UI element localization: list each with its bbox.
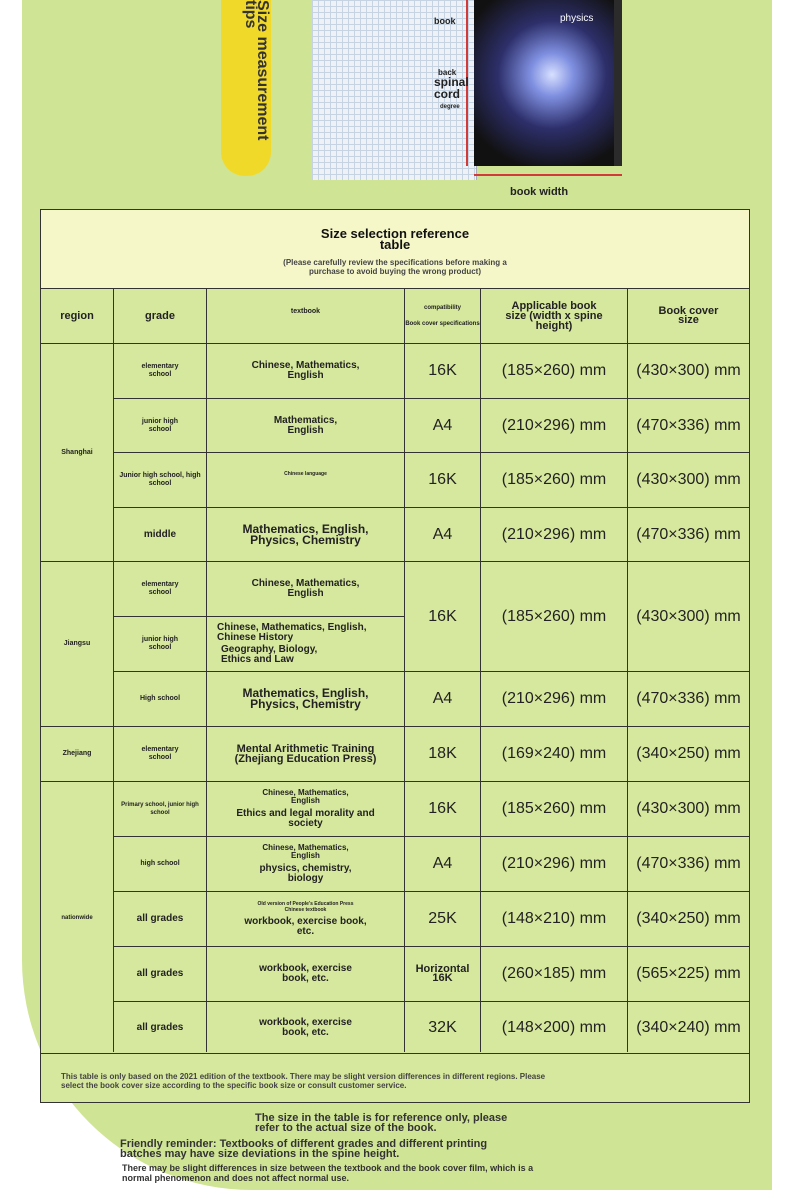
spec-cell: A4 (432, 690, 453, 707)
book-size-cell: (185×260) mm (501, 800, 607, 817)
cover-size-cell: (430×300) mm (636, 471, 741, 488)
label-physics: physics (560, 13, 594, 24)
table-footnote: This table is only based on the 2021 edition of the textbook. There may be slight version differences in different regions. Please select the book cover size according to the specific book size or consult customer service. (61, 1072, 546, 1090)
cover-size-cell: (340×250) mm (636, 910, 741, 927)
grade-cell: high school (140, 860, 180, 867)
textbook-cell: Chinese, Mathematics, English physics, chemistry, biology (259, 843, 352, 884)
book-size-cell: (185×260) mm (501, 362, 607, 379)
book-size-cell: (210×296) mm (501, 690, 607, 707)
book-size-cell: (210×296) mm (501, 855, 607, 872)
col-header-region: region (60, 309, 94, 322)
textbook-cell: Mental Arithmetic Training (Zhejiang Education Press) (234, 743, 377, 765)
grade-cell: all grades (136, 968, 184, 979)
note-slight-differences: There may be slight differences in size between the textbook and the book cover film, which is a normal phenomenon and does not affect normal use. (122, 1163, 534, 1183)
note-reference-only: The size in the table is for reference only, please refer to the actual size of the book. (255, 1112, 508, 1134)
label-spinal-cord: spinal cord (434, 75, 469, 101)
textbook-cell: Chinese, Mathematics, English (251, 360, 360, 381)
col-header-textbook: textbook (290, 308, 321, 315)
spec-cell: 25K (428, 910, 457, 927)
cover-size-cell: (565×225) mm (636, 965, 741, 982)
textbook-cell: Chinese, Mathematics, English (251, 578, 360, 599)
textbook-cell: Chinese, Mathematics, English Ethics and legal morality and society (236, 788, 375, 829)
book-size-cell: (148×200) mm (501, 1018, 607, 1036)
book-size-cell: (210×296) mm (501, 525, 607, 543)
grade-cell: High school (139, 695, 181, 702)
grade-cell: elementary school (141, 581, 179, 596)
grade-cell: middle (143, 528, 177, 540)
spec-cell: 18K (428, 745, 457, 762)
region-nationwide: nationwide (61, 914, 93, 921)
cover-size-cell: (470×336) mm (636, 416, 741, 434)
cover-size-cell: (340×240) mm (636, 1018, 741, 1036)
book-size-cell: (260×185) mm (501, 965, 607, 982)
region-jiangsu: Jiangsu (63, 640, 91, 647)
label-back: back (438, 68, 457, 77)
table-subtitle: (Please carefully review the specifications before making a purchase to avoid buying the wrong product) (283, 258, 507, 276)
textbook-cell: Chinese, Mathematics, English, Chinese History Geography, Biology, Ethics and Law (217, 622, 367, 665)
grade-cell: elementary school (141, 363, 179, 378)
textbook-cell: Old version of People's Education Press Chinese textbook workbook, exercise book, etc. (244, 901, 367, 937)
size-reference-table (40, 209, 750, 1103)
spec-cell: 16K (428, 362, 457, 379)
spec-cell: 16K (428, 607, 457, 625)
col-header-compatibility: compatibility Book cover specifications (405, 304, 480, 327)
grade-cell: junior high school (141, 636, 179, 651)
grade-cell: Junior high school, high school (119, 472, 201, 487)
textbook-cell: Mathematics, English (273, 414, 338, 436)
book-size-cell: (148×210) mm (501, 910, 607, 927)
spec-cell: A4 (432, 525, 453, 543)
measurement-tips-label: Size measurement tips (242, 0, 271, 141)
label-book-width: book width (510, 186, 569, 198)
spec-cell: A4 (432, 416, 453, 434)
cover-size-cell: (430×300) mm (636, 607, 741, 625)
col-header-cover-size: Book cover size (658, 304, 719, 326)
grade-cell: junior high school (141, 417, 179, 433)
col-header-book-size: Applicable book size (width x spine height) (505, 299, 603, 332)
textbook-cell: workbook, exercise book, etc. (259, 963, 352, 984)
note-friendly-reminder: Friendly reminder: Textbooks of different grades and different printing batches may have size deviations in the spine height. (120, 1138, 488, 1160)
grade-cell: all grades (136, 1021, 184, 1033)
book-size-cell: (185×260) mm (501, 607, 607, 625)
table-title: Size selection reference table (320, 226, 470, 252)
cover-size-cell: (340×250) mm (636, 745, 741, 762)
grade-cell: elementary school (141, 746, 179, 761)
textbook-cell: Chinese language (284, 471, 327, 477)
spec-cell: 16K (428, 471, 457, 488)
col-header-grade: grade (145, 309, 175, 322)
physics-book-image (474, 0, 616, 166)
book-spine (614, 0, 622, 166)
cover-size-cell: (470×336) mm (636, 525, 741, 543)
spec-cell: 32K (428, 1018, 457, 1036)
grade-cell: all grades (136, 913, 184, 924)
spec-cell: 16K (428, 800, 457, 817)
cover-size-cell: (430×300) mm (636, 362, 741, 379)
spec-cell: Horizontal 16K (415, 963, 470, 984)
textbook-cell: workbook, exercise book, etc. (259, 1016, 352, 1038)
book-size-cell: (169×240) mm (501, 745, 607, 762)
cover-size-cell: (470×336) mm (636, 855, 741, 872)
cover-size-cell: (470×336) mm (636, 690, 741, 707)
region-shanghai: Shanghai (61, 448, 93, 456)
spec-cell: A4 (432, 855, 453, 872)
textbook-cell: Mathematics, English, Physics, Chemistry (242, 521, 369, 547)
book-width-line (474, 174, 622, 176)
book-size-cell: (210×296) mm (501, 416, 607, 434)
label-degree: degree (440, 104, 460, 110)
book-size-cell: (185×260) mm (501, 471, 607, 488)
region-zhejiang: Zhejiang (62, 750, 92, 757)
table-header-area (41, 210, 749, 289)
label-book: book (434, 16, 456, 26)
textbook-cell: Mathematics, English, Physics, Chemistry (242, 686, 369, 711)
grade-cell: Primary school, junior high school (121, 802, 199, 816)
cover-size-cell: (430×300) mm (636, 800, 741, 817)
